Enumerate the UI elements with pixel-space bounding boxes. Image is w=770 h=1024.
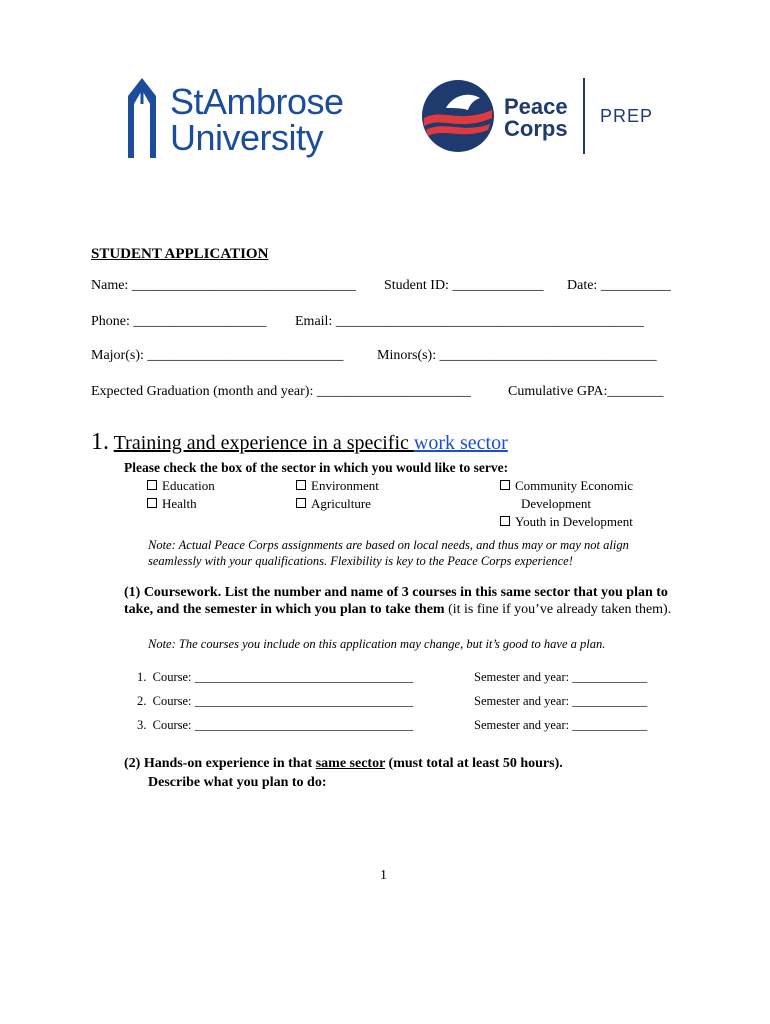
- minors-field[interactable]: Minors(s): _______________________________: [377, 348, 657, 363]
- community-economic-line2: Development: [521, 496, 592, 511]
- coursework-note: Note: The courses you include on this application may change, but it’s good to have a plan.: [148, 637, 606, 651]
- section1-heading: [91, 429, 508, 456]
- peace-corps-line1: Peace: [504, 94, 568, 119]
- majors-field[interactable]: Major(s): ____________________________: [91, 348, 344, 363]
- section1-number: 1.: [91, 429, 109, 455]
- handson-heading: (2) Hands-on experience in that same sector (must total at least 50 hours).: [124, 756, 563, 771]
- checkbox-icon[interactable]: [296, 498, 306, 508]
- section1-title: Training and experience in a specific: [113, 432, 414, 454]
- semester-field-3[interactable]: Semester and year: ____________: [474, 718, 648, 732]
- email-field[interactable]: Email: ____________________________________________: [295, 314, 644, 329]
- checkbox-health[interactable]: Health: [147, 495, 197, 513]
- sector-instruction: Please check the box of the sector in which you would like to serve:: [124, 460, 509, 475]
- checkbox-education[interactable]: Education: [147, 477, 215, 495]
- course-field-1[interactable]: Course: ___________________________________: [152, 670, 414, 684]
- name-field[interactable]: Name: ________________________________: [91, 278, 356, 293]
- handson-describe: Describe what you plan to do:: [148, 775, 327, 790]
- university-name-line1: StAmbrose: [170, 81, 344, 122]
- st-ambrose-logo: [124, 76, 354, 166]
- coursework-heading: (1) Coursework. List the number and name of 3 courses in this same sector that you plan to take, and the semester in which you plan to take them (it is fine if you’ve already taken them).: [124, 585, 672, 617]
- checkbox-icon[interactable]: [500, 480, 510, 490]
- spire-icon: [124, 76, 160, 158]
- dove-flag-icon: [420, 78, 496, 154]
- checkbox-youth-development[interactable]: Youth in Development: [500, 513, 633, 531]
- logo-divider: [583, 78, 585, 154]
- student-id-field[interactable]: Student ID: _____________: [384, 278, 544, 293]
- checkbox-icon[interactable]: [147, 498, 157, 508]
- checkbox-agriculture[interactable]: Agriculture: [296, 495, 371, 513]
- checkbox-icon[interactable]: [500, 516, 510, 526]
- semester-field-1[interactable]: Semester and year: ____________: [474, 670, 648, 684]
- peace-corps-line2: Corps: [504, 116, 568, 141]
- page-number: 1: [380, 868, 387, 883]
- semester-field-2[interactable]: Semester and year: ____________: [474, 694, 648, 708]
- gpa-field[interactable]: Cumulative GPA:________: [508, 384, 664, 399]
- checkbox-icon[interactable]: [147, 480, 157, 490]
- page-title: STUDENT APPLICATION: [91, 246, 269, 262]
- phone-field[interactable]: Phone: ___________________: [91, 314, 267, 329]
- prep-label: PREP: [600, 106, 654, 126]
- course-row-2: 2. Course: ___________________________________: [137, 694, 414, 708]
- course-field-3[interactable]: Course: ___________________________________: [152, 718, 414, 732]
- course-row-1: 1. Course: ___________________________________: [137, 670, 414, 684]
- graduation-field[interactable]: Expected Graduation (month and year): ______________________: [91, 384, 471, 399]
- checkbox-community-economic[interactable]: Community Economic: [500, 477, 633, 495]
- checkbox-environment[interactable]: Environment: [296, 477, 379, 495]
- course-field-2[interactable]: Course: ___________________________________: [152, 694, 414, 708]
- peace-corps-logo: [420, 76, 670, 156]
- university-name-line2: University: [170, 117, 324, 158]
- work-sector-link[interactable]: work sector: [413, 432, 508, 454]
- date-field[interactable]: Date: __________: [567, 278, 671, 293]
- course-row-3: 3. Course: ___________________________________: [137, 718, 414, 732]
- checkbox-icon[interactable]: [296, 480, 306, 490]
- assignment-note: Note: Actual Peace Corps assignments are based on local needs, and thus may or may not align seamlessly with your qualifications. Flexibility is key to the Peace Corps experience!: [148, 538, 629, 568]
